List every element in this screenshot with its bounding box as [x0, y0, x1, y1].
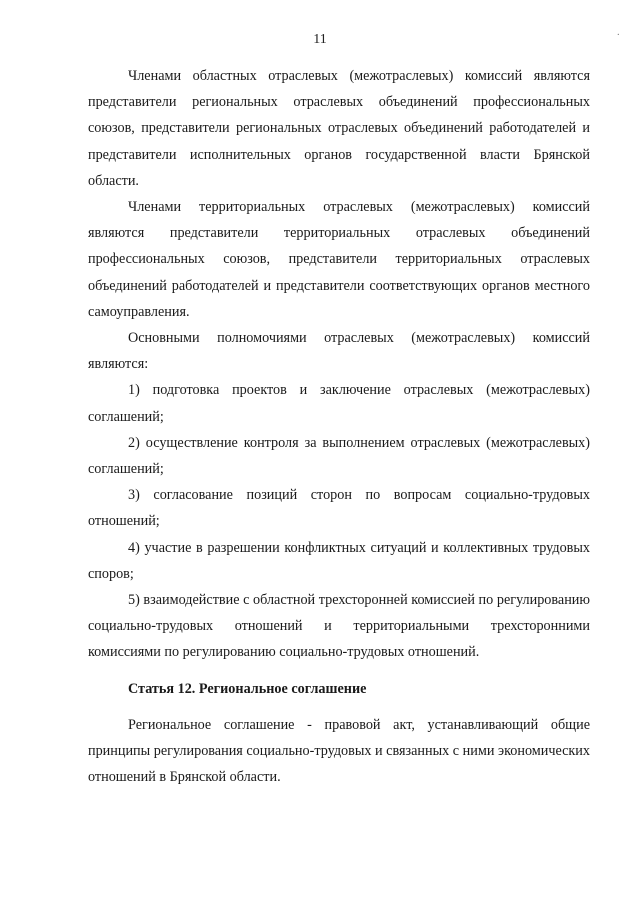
document-body [88, 63, 590, 790]
list-item-powers-2: 2) осуществление контроля за выполнением отраслевых (межотраслевых) соглашений; [88, 434, 590, 478]
paragraph-regional-commission-members: Членами областных отраслевых (межотраслевых) комиссий являются представители региональных отраслевых объединений профессиональных союзов, представители региональных отраслевых объединений работодателей и представители исполнительных органов государственной власти Брянской области. [88, 68, 590, 189]
page-number: 11 [313, 32, 327, 47]
paragraph-powers-intro: Основными полномочиями отраслевых (межотраслевых) комиссий являются: [88, 330, 590, 373]
list-item-powers-1: 1) подготовка проектов и заключение отраслевых (межотраслевых) соглашений; [88, 382, 590, 425]
list-item-powers-4: 4) участие в разрешении конфликтных ситуаций и коллективных трудовых споров; [88, 539, 590, 582]
article-heading: Статья 12. Региональное соглашение [128, 680, 367, 697]
list-item-powers-5: 5) взаимодействие с областной трехсторонней комиссией по регулированию социально-трудовых отношений и территориальными трехсторонними комиссиями по регулированию социально-трудовых отношений. [88, 592, 590, 661]
paragraph-territorial-commission-members: Членами территориальных отраслевых (межотраслевых) комиссий являются представители территориальных отраслевых объединений профессиональных союзов, представители территориальных отраслевых объединений работодателей и представители соответствующих органов местного самоуправления. [88, 199, 590, 320]
paragraph-regional-agreement: Региональное соглашение - правовой акт, устанавливающий общие принципы регулирования социально-трудовых и связанных с ними экономических отношений в Брянской области. [88, 716, 590, 786]
corner-mark: · [616, 30, 620, 41]
list-item-powers-3: 3) согласование позиций сторон по вопросам социально-трудовых отношений; [88, 487, 590, 530]
